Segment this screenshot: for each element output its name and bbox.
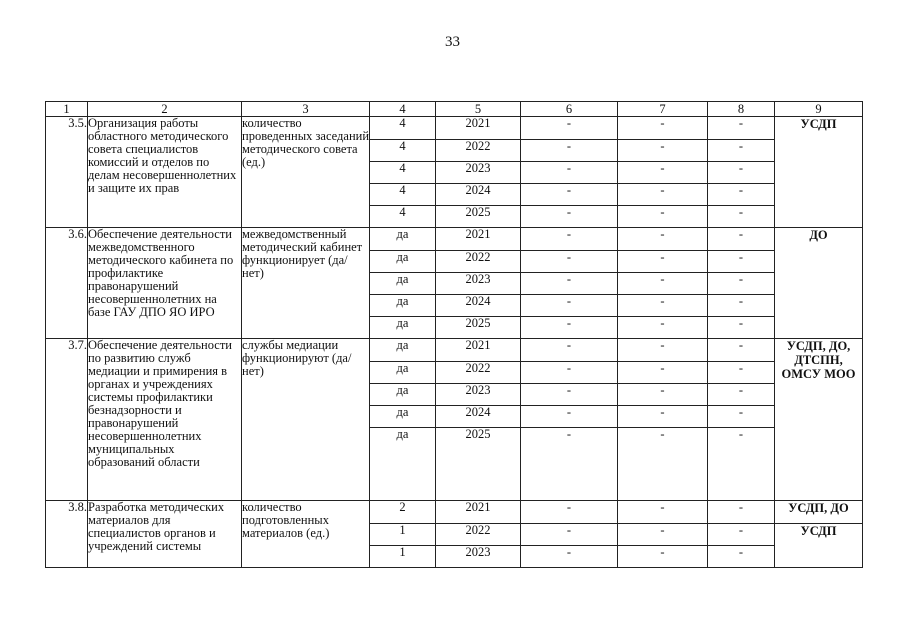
item-number-cell: 3.5. [46, 117, 88, 228]
dash-cell: - [618, 428, 708, 501]
column-number-header: 9 [775, 102, 863, 117]
target-value-cell: 2 [370, 501, 436, 524]
target-value-cell: 4 [370, 206, 436, 228]
dash-cell: - [618, 501, 708, 524]
target-value-cell: 4 [370, 162, 436, 184]
year-cell: 2023 [436, 162, 521, 184]
dash-cell: - [708, 406, 775, 428]
column-number-header: 5 [436, 102, 521, 117]
dash-cell: - [708, 184, 775, 206]
dash-cell: - [618, 406, 708, 428]
year-cell: 2024 [436, 406, 521, 428]
dash-cell: - [618, 524, 708, 546]
dash-cell: - [521, 228, 618, 251]
indicator-cell: количество проведенных заседаний методического совета (ед.) [242, 117, 370, 228]
dash-cell: - [618, 546, 708, 568]
dash-cell: - [708, 117, 775, 140]
indicator-cell: количество подготовленных материалов (ед.) [242, 501, 370, 568]
year-cell: 2021 [436, 228, 521, 251]
dash-cell: - [618, 273, 708, 295]
dash-cell: - [521, 317, 618, 339]
table-row [46, 501, 863, 524]
dash-cell: - [521, 140, 618, 162]
year-cell: 2024 [436, 295, 521, 317]
year-cell: 2022 [436, 140, 521, 162]
column-number-header: 6 [521, 102, 618, 117]
dash-cell: - [618, 339, 708, 362]
year-cell: 2025 [436, 317, 521, 339]
target-value-cell: 4 [370, 117, 436, 140]
indicator-cell: межведомственный методический кабинет функционирует (да/нет) [242, 228, 370, 339]
dash-cell: - [618, 384, 708, 406]
year-cell: 2021 [436, 339, 521, 362]
dash-cell: - [618, 162, 708, 184]
target-value-cell: да [370, 406, 436, 428]
year-cell: 2023 [436, 273, 521, 295]
column-number-header: 3 [242, 102, 370, 117]
dash-cell: - [708, 317, 775, 339]
column-number-header: 4 [370, 102, 436, 117]
dash-cell: - [618, 228, 708, 251]
responsible-cell: УСДП, ДО [775, 501, 863, 524]
column-number-row [46, 102, 863, 117]
dash-cell: - [521, 546, 618, 568]
dash-cell: - [521, 162, 618, 184]
dash-cell: - [708, 524, 775, 546]
year-cell: 2024 [436, 184, 521, 206]
column-number-header: 7 [618, 102, 708, 117]
responsible-cell: УСДП, ДО, ДТСПН, ОМСУ МОО [775, 339, 863, 501]
target-value-cell: да [370, 362, 436, 384]
dash-cell: - [708, 428, 775, 501]
item-number-cell: 3.8. [46, 501, 88, 568]
year-cell: 2022 [436, 362, 521, 384]
dash-cell: - [521, 273, 618, 295]
target-value-cell: да [370, 317, 436, 339]
dash-cell: - [618, 117, 708, 140]
responsible-cell: УСДП [775, 117, 863, 228]
dash-cell: - [521, 406, 618, 428]
year-cell: 2023 [436, 384, 521, 406]
dash-cell: - [521, 117, 618, 140]
target-value-cell: да [370, 273, 436, 295]
year-cell: 2021 [436, 117, 521, 140]
dash-cell: - [618, 295, 708, 317]
dash-cell: - [618, 206, 708, 228]
dash-cell: - [521, 206, 618, 228]
target-value-cell: да [370, 339, 436, 362]
item-number-cell: 3.6. [46, 228, 88, 339]
dash-cell: - [521, 384, 618, 406]
dash-cell: - [708, 273, 775, 295]
dash-cell: - [618, 251, 708, 273]
target-value-cell: да [370, 251, 436, 273]
target-value-cell: да [370, 428, 436, 501]
target-value-cell: 1 [370, 546, 436, 568]
dash-cell: - [618, 140, 708, 162]
table-body [46, 102, 863, 568]
dash-cell: - [521, 339, 618, 362]
event-name-cell: Организация работы областного методического совета специалистов комиссий и отделов по делам несовершеннолетних и защите их прав [88, 117, 242, 228]
responsible-cell: УСДП [775, 524, 863, 568]
target-value-cell: да [370, 384, 436, 406]
dash-cell: - [521, 501, 618, 524]
year-cell: 2023 [436, 546, 521, 568]
table-row [46, 228, 863, 251]
dash-cell: - [521, 295, 618, 317]
dash-cell: - [708, 140, 775, 162]
column-number-header: 1 [46, 102, 88, 117]
measures-table [45, 101, 863, 568]
target-value-cell: да [370, 228, 436, 251]
page-number: 33 [445, 34, 460, 50]
year-cell: 2025 [436, 206, 521, 228]
year-cell: 2022 [436, 251, 521, 273]
year-cell: 2025 [436, 428, 521, 501]
table-row [46, 117, 863, 140]
year-cell: 2021 [436, 501, 521, 524]
column-number-header: 2 [88, 102, 242, 117]
dash-cell: - [708, 228, 775, 251]
event-name-cell: Обеспечение деятельности межведомственного методического кабинета по профилактике правонарушений несовершеннолетних на базе ГАУ ДПО ЯО ИРО [88, 228, 242, 339]
dash-cell: - [618, 317, 708, 339]
dash-cell: - [708, 251, 775, 273]
indicator-cell: службы медиации функционируют (да/нет) [242, 339, 370, 501]
event-name-cell: Обеспечение деятельности по развитию служб медиации и примирения в органах и учреждениях системы профилактики безнадзорности и правонарушений несовершеннолетних муниципальных образований области [88, 339, 242, 501]
event-name-cell: Разработка методических материалов для специалистов органов и учреждений системы [88, 501, 242, 568]
dash-cell: - [708, 362, 775, 384]
dash-cell: - [708, 546, 775, 568]
dash-cell: - [618, 184, 708, 206]
dash-cell: - [708, 162, 775, 184]
dash-cell: - [521, 524, 618, 546]
dash-cell: - [708, 206, 775, 228]
target-value-cell: да [370, 295, 436, 317]
column-number-header: 8 [708, 102, 775, 117]
table-row [46, 339, 863, 362]
dash-cell: - [521, 362, 618, 384]
dash-cell: - [521, 184, 618, 206]
year-cell: 2022 [436, 524, 521, 546]
dash-cell: - [708, 295, 775, 317]
item-number-cell: 3.7. [46, 339, 88, 501]
target-value-cell: 4 [370, 140, 436, 162]
dash-cell: - [708, 501, 775, 524]
dash-cell: - [618, 362, 708, 384]
dash-cell: - [521, 428, 618, 501]
target-value-cell: 1 [370, 524, 436, 546]
target-value-cell: 4 [370, 184, 436, 206]
dash-cell: - [708, 384, 775, 406]
responsible-cell: ДО [775, 228, 863, 339]
dash-cell: - [521, 251, 618, 273]
dash-cell: - [708, 339, 775, 362]
